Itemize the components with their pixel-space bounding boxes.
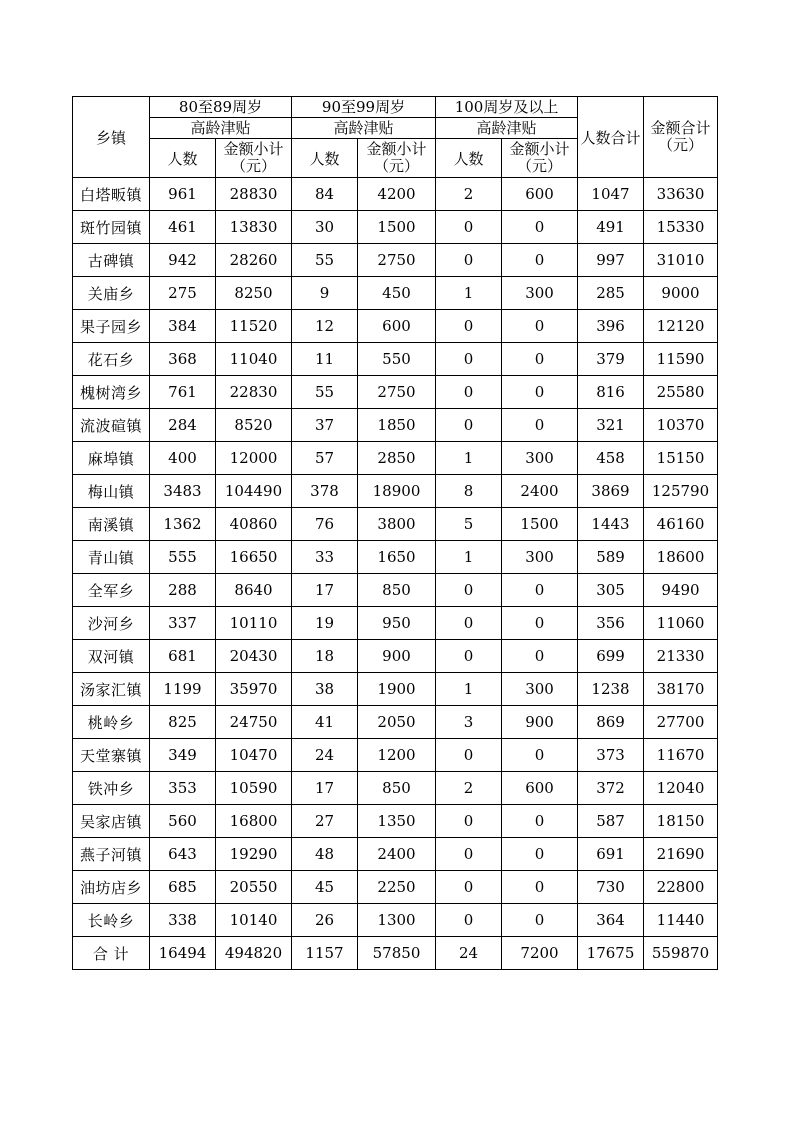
amount-header-line2: （元）	[230, 157, 276, 175]
row-total-amount: 125790	[644, 475, 718, 508]
count-80-89: 1199	[150, 673, 216, 706]
table-row	[73, 475, 718, 508]
row-total-count: 1238	[578, 673, 644, 706]
group-header-100-plus: 100周岁及以上	[436, 97, 578, 118]
row-total-amount: 31010	[644, 244, 718, 277]
row-total-count: 869	[578, 706, 644, 739]
township-name: 青山镇	[73, 541, 150, 574]
count-80-89: 643	[150, 838, 216, 871]
row-total-amount: 22800	[644, 871, 718, 904]
row-total-count: 691	[578, 838, 644, 871]
subsidy-table	[72, 96, 718, 970]
amount-80-89: 19290	[216, 838, 292, 871]
amount-header-line1: 金额小计	[223, 140, 284, 158]
township-name: 关庙乡	[73, 277, 150, 310]
amount-100-plus: 0	[502, 640, 578, 673]
amount-80-89: 11520	[216, 310, 292, 343]
count-100-plus: 1	[436, 442, 502, 475]
township-name: 斑竹园镇	[73, 211, 150, 244]
row-total-count: 356	[578, 607, 644, 640]
amount-80-89: 20430	[216, 640, 292, 673]
count-80-89: 275	[150, 277, 216, 310]
row-total-count: 1047	[578, 178, 644, 211]
row-total-count: 730	[578, 871, 644, 904]
count-90-99: 9	[292, 277, 358, 310]
count-90-99: 12	[292, 310, 358, 343]
table-footer	[73, 937, 718, 970]
amount-80-89: 8640	[216, 574, 292, 607]
table-body	[73, 178, 718, 937]
count-90-99: 84	[292, 178, 358, 211]
row-total-count: 587	[578, 805, 644, 838]
count-90-99: 41	[292, 706, 358, 739]
amount-100-plus: 1500	[502, 508, 578, 541]
count-100-plus: 0	[436, 244, 502, 277]
table-row	[73, 772, 718, 805]
row-total-count: 364	[578, 904, 644, 937]
count-80-89: 461	[150, 211, 216, 244]
row-total-count: 372	[578, 772, 644, 805]
amount-80-89: 10110	[216, 607, 292, 640]
grand-total-amount: 559870	[644, 937, 718, 970]
count-90-99: 55	[292, 376, 358, 409]
table-row	[73, 244, 718, 277]
table-row	[73, 607, 718, 640]
count-100-plus: 0	[436, 640, 502, 673]
count-90-99: 48	[292, 838, 358, 871]
township-name: 古碑镇	[73, 244, 150, 277]
row-total-amount: 38170	[644, 673, 718, 706]
row-total-count: 379	[578, 343, 644, 376]
row-total-amount: 12120	[644, 310, 718, 343]
amount-100-plus: 300	[502, 277, 578, 310]
amount-90-99: 4200	[358, 178, 436, 211]
amount-100-plus: 600	[502, 772, 578, 805]
grand-total-count: 17675	[578, 937, 644, 970]
row-total-amount: 27700	[644, 706, 718, 739]
amount-90-99: 1200	[358, 739, 436, 772]
count-90-99: 55	[292, 244, 358, 277]
amount-80-89: 40860	[216, 508, 292, 541]
count-100-plus: 0	[436, 376, 502, 409]
total-amount-100-plus: 7200	[502, 937, 578, 970]
amount-100-plus: 0	[502, 805, 578, 838]
amount-90-99: 2050	[358, 706, 436, 739]
row-total-amount: 11440	[644, 904, 718, 937]
row-total-count: 321	[578, 409, 644, 442]
row-total-count: 1443	[578, 508, 644, 541]
amount-90-99: 2400	[358, 838, 436, 871]
amount-80-89: 10590	[216, 772, 292, 805]
count-80-89: 337	[150, 607, 216, 640]
count-80-89: 761	[150, 376, 216, 409]
table-row	[73, 805, 718, 838]
subsidy-label-90-99: 高龄津贴	[292, 118, 436, 139]
table-row	[73, 211, 718, 244]
row-total-amount: 12040	[644, 772, 718, 805]
count-80-89: 942	[150, 244, 216, 277]
count-100-plus: 0	[436, 343, 502, 376]
table-row	[73, 541, 718, 574]
amount-80-89: 104490	[216, 475, 292, 508]
amount-100-plus: 0	[502, 211, 578, 244]
table-row	[73, 904, 718, 937]
table-row	[73, 508, 718, 541]
amount-80-89: 13830	[216, 211, 292, 244]
amount-100-plus: 0	[502, 244, 578, 277]
table-row	[73, 409, 718, 442]
count-80-89: 384	[150, 310, 216, 343]
row-total-amount: 21690	[644, 838, 718, 871]
count-80-89: 560	[150, 805, 216, 838]
table-row	[73, 277, 718, 310]
count-100-plus: 5	[436, 508, 502, 541]
count-header-90-99: 人数	[292, 139, 358, 178]
township-name: 白塔畈镇	[73, 178, 150, 211]
count-90-99: 76	[292, 508, 358, 541]
group-header-80-89: 80至89周岁	[150, 97, 292, 118]
amount-100-plus: 0	[502, 904, 578, 937]
row-total-amount: 10370	[644, 409, 718, 442]
amount-90-99: 1900	[358, 673, 436, 706]
row-total-count: 305	[578, 574, 644, 607]
total-amount-header	[644, 97, 718, 178]
amount-80-89: 20550	[216, 871, 292, 904]
total-amount-90-99: 57850	[358, 937, 436, 970]
subsidy-label-80-89: 高龄津贴	[150, 118, 292, 139]
count-80-89: 338	[150, 904, 216, 937]
count-80-89: 284	[150, 409, 216, 442]
count-90-99: 37	[292, 409, 358, 442]
row-total-amount: 33630	[644, 178, 718, 211]
count-80-89: 681	[150, 640, 216, 673]
count-header-100-plus: 人数	[436, 139, 502, 178]
count-90-99: 57	[292, 442, 358, 475]
count-80-89: 353	[150, 772, 216, 805]
total-count-header: 人数合计	[578, 97, 644, 178]
amount-80-89: 10140	[216, 904, 292, 937]
amount-90-99: 900	[358, 640, 436, 673]
count-80-89: 349	[150, 739, 216, 772]
amount-header-100-plus	[502, 139, 578, 178]
group-header-90-99: 90至99周岁	[292, 97, 436, 118]
amount-90-99: 1650	[358, 541, 436, 574]
count-100-plus: 0	[436, 574, 502, 607]
count-90-99: 38	[292, 673, 358, 706]
row-total-amount: 9490	[644, 574, 718, 607]
amount-90-99: 600	[358, 310, 436, 343]
count-100-plus: 0	[436, 409, 502, 442]
count-90-99: 19	[292, 607, 358, 640]
row-total-count: 396	[578, 310, 644, 343]
amount-90-99: 1300	[358, 904, 436, 937]
count-100-plus: 0	[436, 310, 502, 343]
total-count-80-89: 16494	[150, 937, 216, 970]
count-80-89: 1362	[150, 508, 216, 541]
count-90-99: 27	[292, 805, 358, 838]
township-name: 花石乡	[73, 343, 150, 376]
count-80-89: 685	[150, 871, 216, 904]
township-name: 麻埠镇	[73, 442, 150, 475]
township-name: 全军乡	[73, 574, 150, 607]
count-100-plus: 1	[436, 277, 502, 310]
amount-80-89: 8520	[216, 409, 292, 442]
table-row	[73, 739, 718, 772]
amount-90-99: 1350	[358, 805, 436, 838]
count-90-99: 30	[292, 211, 358, 244]
total-label: 合 计	[73, 937, 150, 970]
amount-90-99: 950	[358, 607, 436, 640]
amount-90-99: 2750	[358, 244, 436, 277]
count-header-80-89: 人数	[150, 139, 216, 178]
amount-header-line2: （元）	[517, 157, 563, 175]
table-row	[73, 442, 718, 475]
total-count-100-plus: 24	[436, 937, 502, 970]
count-100-plus: 0	[436, 739, 502, 772]
amount-80-89: 8250	[216, 277, 292, 310]
amount-100-plus: 300	[502, 541, 578, 574]
count-80-89: 288	[150, 574, 216, 607]
township-name: 双河镇	[73, 640, 150, 673]
amount-100-plus: 900	[502, 706, 578, 739]
township-name: 长岭乡	[73, 904, 150, 937]
row-total-count: 458	[578, 442, 644, 475]
count-100-plus: 2	[436, 178, 502, 211]
amount-80-89: 35970	[216, 673, 292, 706]
row-total-amount: 18150	[644, 805, 718, 838]
amount-80-89: 22830	[216, 376, 292, 409]
table-row	[73, 673, 718, 706]
amount-90-99: 2250	[358, 871, 436, 904]
row-total-amount: 11670	[644, 739, 718, 772]
count-90-99: 24	[292, 739, 358, 772]
amount-100-plus: 2400	[502, 475, 578, 508]
township-name: 汤家汇镇	[73, 673, 150, 706]
amount-80-89: 12000	[216, 442, 292, 475]
row-total-count: 816	[578, 376, 644, 409]
count-100-plus: 8	[436, 475, 502, 508]
township-name: 桃岭乡	[73, 706, 150, 739]
count-80-89: 400	[150, 442, 216, 475]
count-80-89: 3483	[150, 475, 216, 508]
amount-100-plus: 0	[502, 343, 578, 376]
count-90-99: 26	[292, 904, 358, 937]
total-amount-header-line1: 金额合计	[650, 119, 711, 137]
township-name: 沙河乡	[73, 607, 150, 640]
amount-header-80-89	[216, 139, 292, 178]
row-total-count: 3869	[578, 475, 644, 508]
amount-100-plus: 300	[502, 442, 578, 475]
count-90-99: 17	[292, 574, 358, 607]
subsidy-label-100-plus: 高龄津贴	[436, 118, 578, 139]
table-row	[73, 871, 718, 904]
township-name: 燕子河镇	[73, 838, 150, 871]
row-total-amount: 15150	[644, 442, 718, 475]
amount-80-89: 28260	[216, 244, 292, 277]
count-100-plus: 3	[436, 706, 502, 739]
amount-100-plus: 0	[502, 871, 578, 904]
amount-header-line2: （元）	[373, 157, 419, 175]
count-80-89: 368	[150, 343, 216, 376]
amount-90-99: 2850	[358, 442, 436, 475]
row-total-amount: 21330	[644, 640, 718, 673]
count-100-plus: 0	[436, 805, 502, 838]
amount-90-99: 18900	[358, 475, 436, 508]
count-80-89: 825	[150, 706, 216, 739]
count-90-99: 18	[292, 640, 358, 673]
amount-80-89: 16650	[216, 541, 292, 574]
count-100-plus: 1	[436, 541, 502, 574]
township-name: 果子园乡	[73, 310, 150, 343]
count-90-99: 33	[292, 541, 358, 574]
amount-100-plus: 0	[502, 607, 578, 640]
township-name: 南溪镇	[73, 508, 150, 541]
amount-100-plus: 0	[502, 310, 578, 343]
count-100-plus: 0	[436, 211, 502, 244]
township-name: 吴家店镇	[73, 805, 150, 838]
row-total-count: 373	[578, 739, 644, 772]
amount-header-line1: 金额小计	[509, 140, 570, 158]
row-total-count: 997	[578, 244, 644, 277]
amount-90-99: 850	[358, 772, 436, 805]
amount-header-90-99	[358, 139, 436, 178]
amount-90-99: 1850	[358, 409, 436, 442]
amount-100-plus: 0	[502, 739, 578, 772]
township-name: 油坊店乡	[73, 871, 150, 904]
count-100-plus: 0	[436, 904, 502, 937]
amount-90-99: 550	[358, 343, 436, 376]
amount-90-99: 2750	[358, 376, 436, 409]
total-count-90-99: 1157	[292, 937, 358, 970]
amount-100-plus: 0	[502, 409, 578, 442]
amount-80-89: 10470	[216, 739, 292, 772]
count-90-99: 11	[292, 343, 358, 376]
count-90-99: 17	[292, 772, 358, 805]
amount-100-plus: 0	[502, 376, 578, 409]
amount-100-plus: 300	[502, 673, 578, 706]
total-amount-80-89: 494820	[216, 937, 292, 970]
row-total-count: 699	[578, 640, 644, 673]
count-80-89: 555	[150, 541, 216, 574]
row-total-count: 589	[578, 541, 644, 574]
amount-100-plus: 600	[502, 178, 578, 211]
count-100-plus: 2	[436, 772, 502, 805]
row-total-amount: 25580	[644, 376, 718, 409]
row-total-amount: 9000	[644, 277, 718, 310]
row-total-count: 285	[578, 277, 644, 310]
amount-90-99: 850	[358, 574, 436, 607]
township-name: 流波碹镇	[73, 409, 150, 442]
amount-90-99: 3800	[358, 508, 436, 541]
amount-90-99: 450	[358, 277, 436, 310]
township-name: 铁冲乡	[73, 772, 150, 805]
amount-80-89: 24750	[216, 706, 292, 739]
count-80-89: 961	[150, 178, 216, 211]
table-row	[73, 178, 718, 211]
count-100-plus: 0	[436, 607, 502, 640]
amount-80-89: 16800	[216, 805, 292, 838]
township-name: 天堂寨镇	[73, 739, 150, 772]
township-name: 槐树湾乡	[73, 376, 150, 409]
total-row	[73, 937, 718, 970]
row-total-amount: 11060	[644, 607, 718, 640]
table-row	[73, 640, 718, 673]
row-total-amount: 15330	[644, 211, 718, 244]
row-total-amount: 18600	[644, 541, 718, 574]
amount-90-99: 1500	[358, 211, 436, 244]
count-100-plus: 0	[436, 871, 502, 904]
count-100-plus: 1	[436, 673, 502, 706]
row-total-amount: 11590	[644, 343, 718, 376]
total-amount-header-line2: （元）	[658, 136, 704, 154]
count-90-99: 45	[292, 871, 358, 904]
amount-80-89: 28830	[216, 178, 292, 211]
amount-80-89: 11040	[216, 343, 292, 376]
table-row	[73, 838, 718, 871]
table-row	[73, 343, 718, 376]
amount-100-plus: 0	[502, 838, 578, 871]
township-header: 乡镇	[73, 97, 150, 178]
table-row	[73, 574, 718, 607]
count-100-plus: 0	[436, 838, 502, 871]
table-row	[73, 310, 718, 343]
township-name: 梅山镇	[73, 475, 150, 508]
amount-100-plus: 0	[502, 574, 578, 607]
table-row	[73, 376, 718, 409]
table-header	[73, 97, 718, 178]
row-total-count: 491	[578, 211, 644, 244]
table-row	[73, 706, 718, 739]
count-90-99: 378	[292, 475, 358, 508]
amount-header-line1: 金额小计	[366, 140, 427, 158]
row-total-amount: 46160	[644, 508, 718, 541]
